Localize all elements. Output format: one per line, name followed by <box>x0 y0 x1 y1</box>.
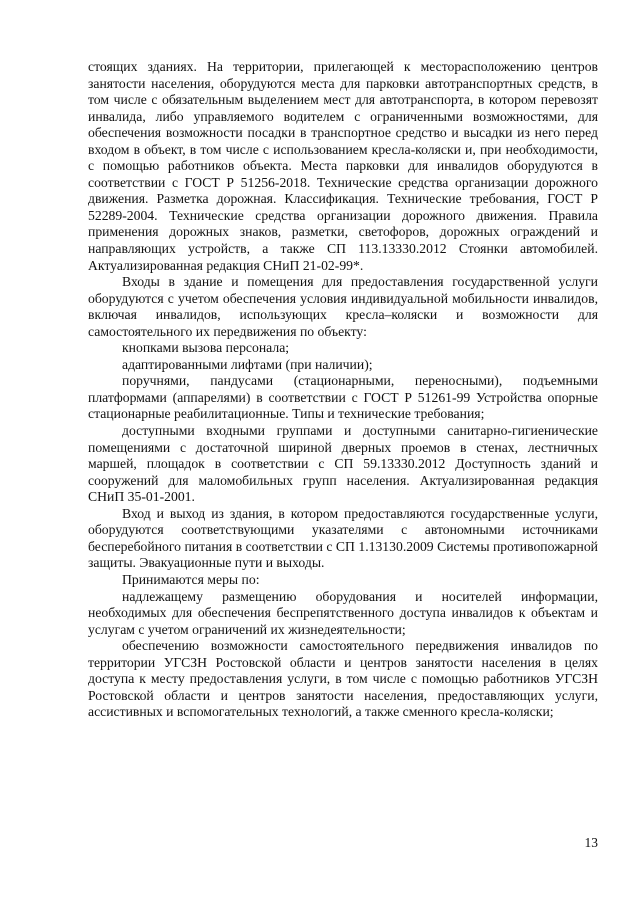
paragraph-exit-signs: Вход и выход из здания, в котором предоставляются государственные услуги, оборудуются соответствующими указателями с автономными источниками бесперебойного питания в соответствии с СП 1.13130.2009 Системы противопожарной защиты. Эвакуационные пути и выходы. <box>88 505 598 571</box>
list-item-independent-movement: обеспечению возможности самостоятельного передвижения инвалидов по территории УГСЗН Ростовской области и центров занятости населения в целях доступа к месту предоставления услуги, в том числе с помощью работников УГСЗН Ростовской области и центров занятости населения, предоставляющих услуги, ассистивных и вспомогательных технологий, а также сменного кресла-коляски; <box>88 638 598 720</box>
document-body <box>88 59 598 721</box>
list-item-equipment-placement: надлежащему размещению оборудования и носителей информации, необходимых для обеспечения беспрепятственного доступа инвалидов к объектам и услугам с учетом ограничений их жизнедеятельности; <box>88 588 598 637</box>
paragraph-measures-intro: Принимаются меры по: <box>122 571 260 587</box>
page-number: 13 <box>584 835 598 850</box>
paragraph-entrances: Входы в здание и помещения для предоставления государственной услуги оборудуются с учетом обеспечения условия индивидуальной мобильности инвалидов, включая инвалидов, использующих кресла–коляски и возможности для самостоятельного их передвижения по объекту: <box>88 274 598 339</box>
list-item-accessible-entrances: доступными входными группами и доступными санитарно-гигиенические помещениями с достаточной шириной дверных проемов в стенах, лестничных маршей, площадок в соответствии с СП 59.13330.2012 Доступность зданий и сооружений для маломобильных групп населения. Актуализированная редакция СНиП 35-01-2001. <box>88 423 598 505</box>
list-item-lifts: адаптированными лифтами (при наличии); <box>122 356 373 372</box>
list-item-call-buttons: кнопками вызова персонала; <box>122 340 290 356</box>
paragraph-parking: стоящих зданиях. На территории, прилегающей к месторасположению центров занятости населения, оборудуются места для парковки автотранспортных средств, в том числе с обязательным выделением мест для автотранспорта, в котором перевозят инвалида, либо управляемого водителем с ограниченными возможностями, для обеспечения возможности посадки в транспортное средство и высадки из него перед входом в объект, в том числе с использованием кресла-коляски и, при необходимости, с помощью работников объекта. Места парковки для инвалидов оборудуются в соответствии с ГОСТ Р 51256-2018. Технические средства организации дорожного движения. Разметка дорожная. Классификация. Технические требования, ГОСТ Р 52289-2004. Технические средства организации дорожного движения. Правила применения дорожных знаков, разметки, светофоров, дорожных ограждений и направляющих устройств, а также СП 113.13330.2012 Стоянки автомобилей. Актуализированная редакция СНиП 21-02-99*. <box>88 59 598 273</box>
list-item-handrails-ramps: поручнями, пандусами (стационарными, переносными), подъемными платформами (аппарелями) в соответствии с ГОСТ Р 51261-99 Устройства опорные стационарные реабилитационные. Типы и технические требования; <box>88 373 598 422</box>
